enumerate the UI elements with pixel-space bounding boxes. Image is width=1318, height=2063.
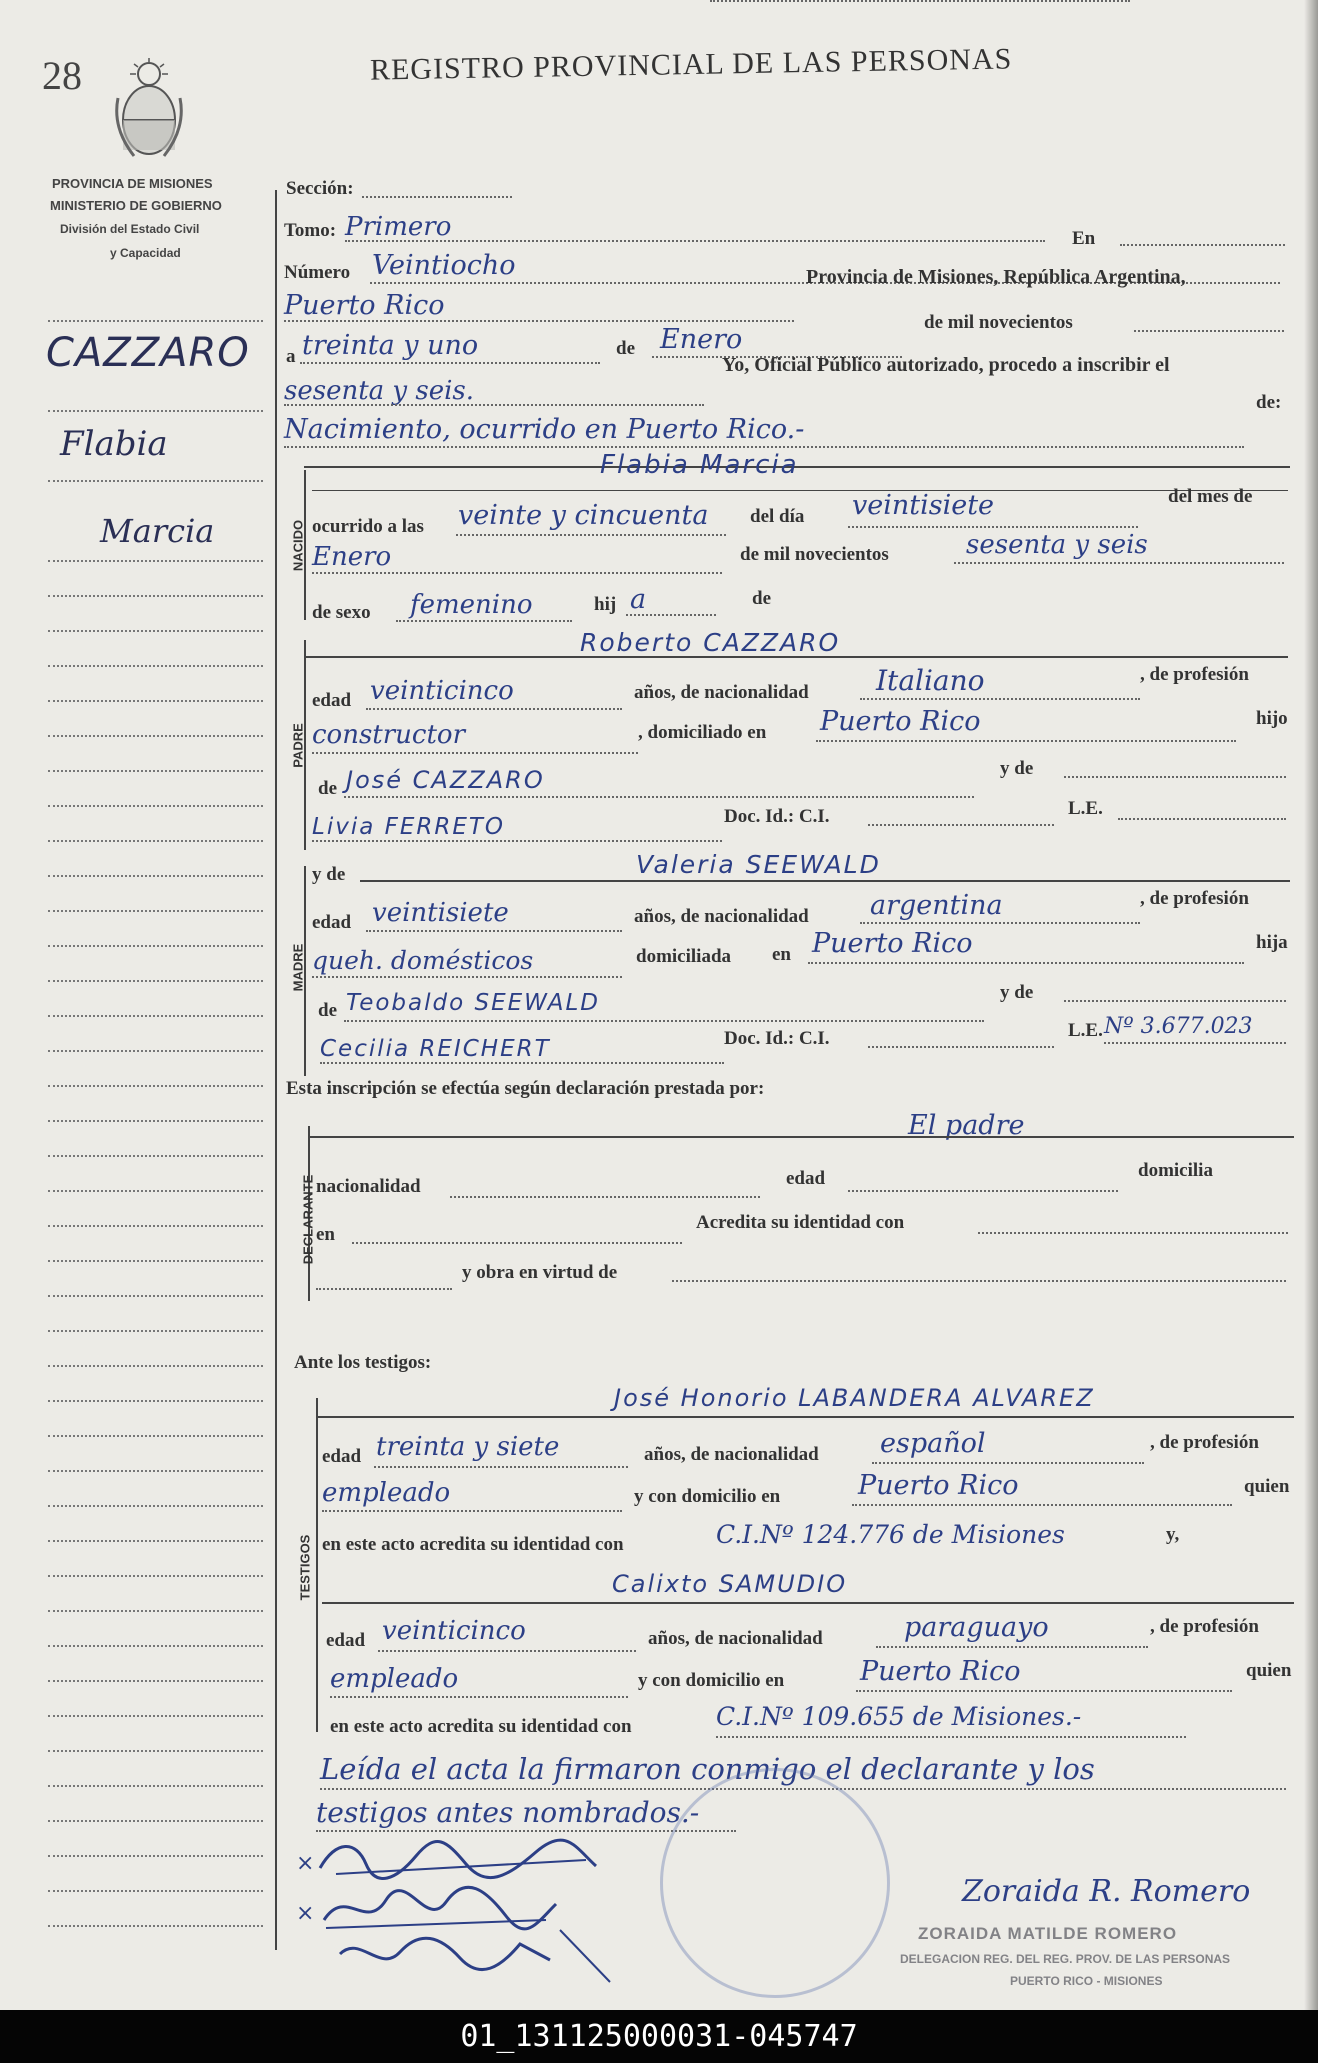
t2-edad-value: veinticinco <box>382 1616 526 1646</box>
t2-edad-label: edad <box>326 1630 366 1651</box>
hora-value: veinte y cincuenta <box>458 500 709 531</box>
ocurrido-label: ocurrido a las <box>312 516 424 537</box>
coat-of-arms-icon <box>112 58 186 166</box>
nacido-mil-label: de mil novecientos <box>740 544 889 565</box>
madre-le-label: L.E. <box>1068 1020 1103 1041</box>
t1-edad-label: edad <box>322 1446 362 1467</box>
del-mes-label: del mes de <box>1168 486 1253 507</box>
declarante-obra-label: y obra en virtud de <box>462 1262 618 1283</box>
hij-suffix: a <box>630 584 647 615</box>
a-label: a <box>286 346 296 367</box>
numero-value: Veintiocho <box>372 250 516 281</box>
t1-nac-label: años, de nacionalidad <box>644 1444 819 1465</box>
mil-label: de mil novecientos <box>924 312 1073 333</box>
declarante-section-label: DECLARANTE <box>300 1174 316 1265</box>
declarante-intro: Esta inscripción se efectúa según declaración prestada por: <box>286 1078 765 1099</box>
declarante-edad-label: edad <box>786 1168 826 1189</box>
madre-padre-value: Teobaldo SEEWALD <box>346 990 601 1016</box>
padre-padre-value: José CAZZARO <box>346 766 545 794</box>
en-label: En <box>1072 228 1096 249</box>
madre-doc-label: Doc. Id.: C.I. <box>724 1028 830 1049</box>
madre-edad-value: veintisiete <box>372 898 509 928</box>
officer-stamp-place: PUERTO RICO - MISIONES <box>1010 1974 1163 1988</box>
t2-dom-label: y con domicilio en <box>638 1670 785 1691</box>
org-line-2: MINISTERIO DE GOBIERNO <box>50 198 222 213</box>
testigo1-name: José Honorio LABANDERA ALVAREZ <box>614 1384 1095 1412</box>
del-dia-label: del día <box>750 506 805 527</box>
t1-quien-label: quien <box>1244 1476 1290 1497</box>
margin-surname: CAZZARO <box>46 330 250 376</box>
padre-de-label: de <box>318 778 337 799</box>
nacido-section-label: NACIDO <box>290 519 306 572</box>
de-colon-label: de: <box>1256 392 1282 413</box>
padre-nacionalidad-value: Italiano <box>876 664 985 697</box>
provincia-text: Provincia de Misiones, República Argentina, <box>806 266 1186 288</box>
officer-stamp-name: ZORAIDA MATILDE ROMERO <box>918 1924 1178 1943</box>
padre-le-label: L.E. <box>1068 798 1103 819</box>
t2-nacionalidad-value: paraguayo <box>904 1612 1049 1643</box>
madre-domicilio-value: Puerto Rico <box>812 928 973 959</box>
official-seal <box>660 1768 890 1998</box>
record-id-footer: 01_131125000031-045747 <box>0 2010 1318 2063</box>
org-line-3: División del Estado Civil <box>60 222 200 236</box>
tomo-value: Primero <box>345 212 452 242</box>
svg-text:×: × <box>296 1901 315 1926</box>
padre-prof-label: , de profesión <box>1140 664 1249 685</box>
padre-nac-label: años, de nacionalidad <box>634 682 809 703</box>
margin-middle-name: Marcia <box>100 512 215 550</box>
t1-profesion-value: empleado <box>322 1478 451 1508</box>
t2-prof-label: , de profesión <box>1150 1616 1259 1637</box>
padre-dom-label: , domiciliado en <box>638 722 767 743</box>
hij-label: hij <box>594 594 617 615</box>
padre-name: Roberto CAZZARO <box>580 628 841 657</box>
officer-stamp-office: DELEGACION REG. DEL REG. PROV. DE LAS PERSONAS <box>900 1952 1231 1966</box>
t2-nac-label: años, de nacionalidad <box>648 1628 823 1649</box>
nacido-de-label: de <box>752 588 771 609</box>
testigos-section-label: TESTIGOS <box>297 1534 313 1601</box>
lugar-value: Puerto Rico <box>284 290 445 321</box>
madre-nacionalidad-value: argentina <box>870 890 1003 921</box>
dia-value: treinta y uno <box>302 330 479 361</box>
testigo2-name: Calixto SAMUDIO <box>612 1570 848 1598</box>
t1-acredita-label: en este acto acredita su identidad con <box>322 1534 624 1555</box>
declarante-domicilia-label: domicilia <box>1138 1160 1213 1181</box>
padre-edad-value: veinticinco <box>370 676 514 706</box>
madre-section-label: MADRE <box>290 943 306 992</box>
madre-dom-label: domiciliada <box>636 946 732 967</box>
madre-le-value: Nº 3.677.023 <box>1104 1014 1253 1039</box>
svg-text:×: × <box>296 1851 315 1876</box>
org-line-1: PROVINCIA DE MISIONES <box>52 176 213 191</box>
padre-madre-value: Livia FERRETO <box>312 814 506 840</box>
padre-hijo-label: hijo <box>1256 708 1288 729</box>
t1-nacionalidad-value: español <box>880 1428 986 1459</box>
nacido-name: Flabia Marcia <box>600 450 799 480</box>
de-label: de <box>616 338 635 359</box>
declarante-nac-label: nacionalidad <box>316 1176 421 1197</box>
numero-label: Número <box>284 262 351 283</box>
acto-value: Nacimiento, ocurrido en Puerto Rico.- <box>284 414 805 445</box>
t1-documento-value: C.I.Nº 124.776 de Misiones <box>716 1520 1065 1549</box>
tomo-label: Tomo: <box>284 220 337 241</box>
padre-profesion-value: constructor <box>312 720 466 750</box>
madre-profesion-value: queh. domésticos <box>312 946 534 975</box>
t1-domicilio-value: Puerto Rico <box>858 1470 1019 1501</box>
officer-signature: Zoraida R. Romero <box>962 1874 1251 1909</box>
madre-madre-value: Cecilia REICHERT <box>320 1036 551 1062</box>
madre-en-label: en <box>772 944 791 965</box>
witness2-signature <box>330 1924 630 1984</box>
margin-first-name: Flabia <box>60 424 168 464</box>
padre-section-label: PADRE <box>290 723 306 768</box>
madre-de-label: de <box>318 1000 337 1021</box>
nacido-mes-value: Enero <box>312 542 392 572</box>
padre-domicilio-value: Puerto Rico <box>820 706 981 737</box>
padre-doc-label: Doc. Id.: C.I. <box>724 806 830 827</box>
t1-prof-label: , de profesión <box>1150 1432 1259 1453</box>
t1-edad-value: treinta y siete <box>376 1432 560 1462</box>
sexo-value: femenino <box>410 590 533 620</box>
madre-y-de2-label: y de <box>1000 982 1034 1003</box>
madre-edad-label: edad <box>312 912 352 933</box>
page-edge-shadow <box>1304 0 1318 2010</box>
page-number: 28 <box>42 53 82 98</box>
t2-quien-label: quien <box>1246 1660 1292 1681</box>
madre-y-de-label: y de <box>312 864 346 885</box>
madre-nac-label: años, de nacionalidad <box>634 906 809 927</box>
closing-line-2: testigos antes nombrados.- <box>316 1796 700 1829</box>
oficial-text: Yo, Oficial Público autorizado, procedo a inscribir el <box>722 354 1170 376</box>
padre-y-de-label: y de <box>1000 758 1034 779</box>
closing-line-1: Leída el acta la firmaron conmigo el declarante y los <box>320 1752 1095 1786</box>
madre-prof-label: , de profesión <box>1140 888 1249 909</box>
t2-documento-value: C.I.Nº 109.655 de Misiones.- <box>716 1702 1082 1731</box>
mes-value: Enero <box>660 324 743 355</box>
padre-edad-label: edad <box>312 690 352 711</box>
org-line-4: y Capacidad <box>110 246 181 260</box>
t1-dom-label: y con domicilio en <box>634 1486 781 1507</box>
t1-y-label: y, <box>1166 1524 1180 1545</box>
t2-profesion-value: empleado <box>330 1664 459 1694</box>
nacido-dia-value: veintisiete <box>852 490 995 521</box>
anio-value: sesenta y seis. <box>284 376 475 406</box>
testigos-intro: Ante los testigos: <box>294 1352 432 1373</box>
declarante-acredita-label: Acredita su identidad con <box>696 1212 905 1233</box>
t2-domicilio-value: Puerto Rico <box>860 1656 1021 1687</box>
nacido-anio-value: sesenta y seis <box>966 530 1148 560</box>
sexo-label: de sexo <box>312 602 371 623</box>
madre-hija-label: hija <box>1256 932 1288 953</box>
seccion-label: Sección: <box>286 178 354 199</box>
margin-divider <box>275 190 277 1950</box>
page-title: REGISTRO PROVINCIAL DE LAS PERSONAS <box>369 42 1013 87</box>
declarante-en-label: en <box>316 1224 335 1245</box>
declarante-name: El padre <box>908 1110 1025 1141</box>
t2-acredita-label: en este acto acredita su identidad con <box>330 1716 632 1737</box>
madre-name: Valeria SEEWALD <box>636 850 881 879</box>
